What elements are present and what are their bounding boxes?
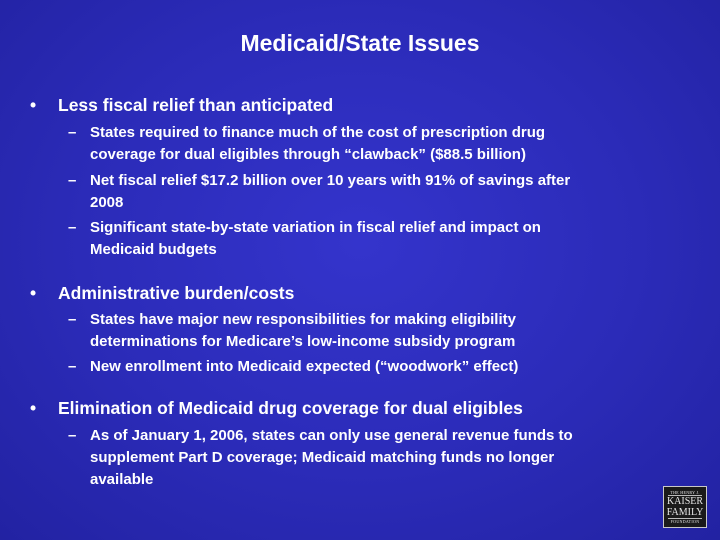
sub-item-line: supplement Part D coverage; Medicaid matching funds no longer [90,449,555,466]
sub-item-responsibilities [68,309,678,353]
sub-item-variation [68,217,678,261]
dash-marker: – [68,358,77,375]
sub-item-line: available [90,471,154,488]
sub-item-line: 2008 [90,194,124,211]
logo-line: FOUNDATION [670,519,700,524]
dash-marker: – [68,427,77,444]
sub-item-line: States required to finance much of the cost of prescription drug [90,124,546,141]
sub-item-clawback [68,122,678,166]
sub-item-line: New enrollment into Medicaid expected (“woodwork” effect) [90,358,519,375]
dash-marker: – [68,219,77,236]
bullet-heading: Less fiscal relief than anticipated [58,95,334,115]
bullet-heading: Administrative burden/costs [58,283,295,303]
sub-item-line: coverage for dual eligibles through “clawback” ($88.5 billion) [90,146,526,163]
sub-item-line: States have major new responsibilities for making eligibility [90,311,516,328]
kaiser-family-foundation-logo [663,486,707,528]
sub-item-line: Medicaid budgets [90,241,217,258]
bullet-administrative-burden [30,282,294,304]
dash-marker: – [68,124,77,141]
slide-title: Medicaid/State Issues [240,30,480,56]
sub-item-net-relief [68,170,678,214]
logo-line: KAISER [666,496,704,507]
sub-item-line: Net fiscal relief $17.2 billion over 10 years with 91% of savings after [90,172,571,189]
dash-marker: – [68,172,77,189]
sub-item-line: determinations for Medicare’s low-income subsidy program [90,333,516,350]
logo-line: FAMILY [666,507,704,518]
sub-item-line: Significant state-by-state variation in fiscal relief and impact on [90,219,541,236]
bullet-marker: • [30,283,37,303]
bullet-marker: • [30,398,37,418]
bullet-heading: Elimination of Medicaid drug coverage for dual eligibles [58,398,523,418]
sub-item-woodwork [68,356,678,378]
logo-line: THE HENRY J. [670,490,700,495]
sub-item-general-revenue [68,425,678,491]
bullet-fiscal-relief [30,94,333,116]
dash-marker: – [68,311,77,328]
sub-item-line: As of January 1, 2006, states can only use general revenue funds to [90,427,573,444]
bullet-drug-coverage [30,397,523,419]
bullet-marker: • [30,95,37,115]
